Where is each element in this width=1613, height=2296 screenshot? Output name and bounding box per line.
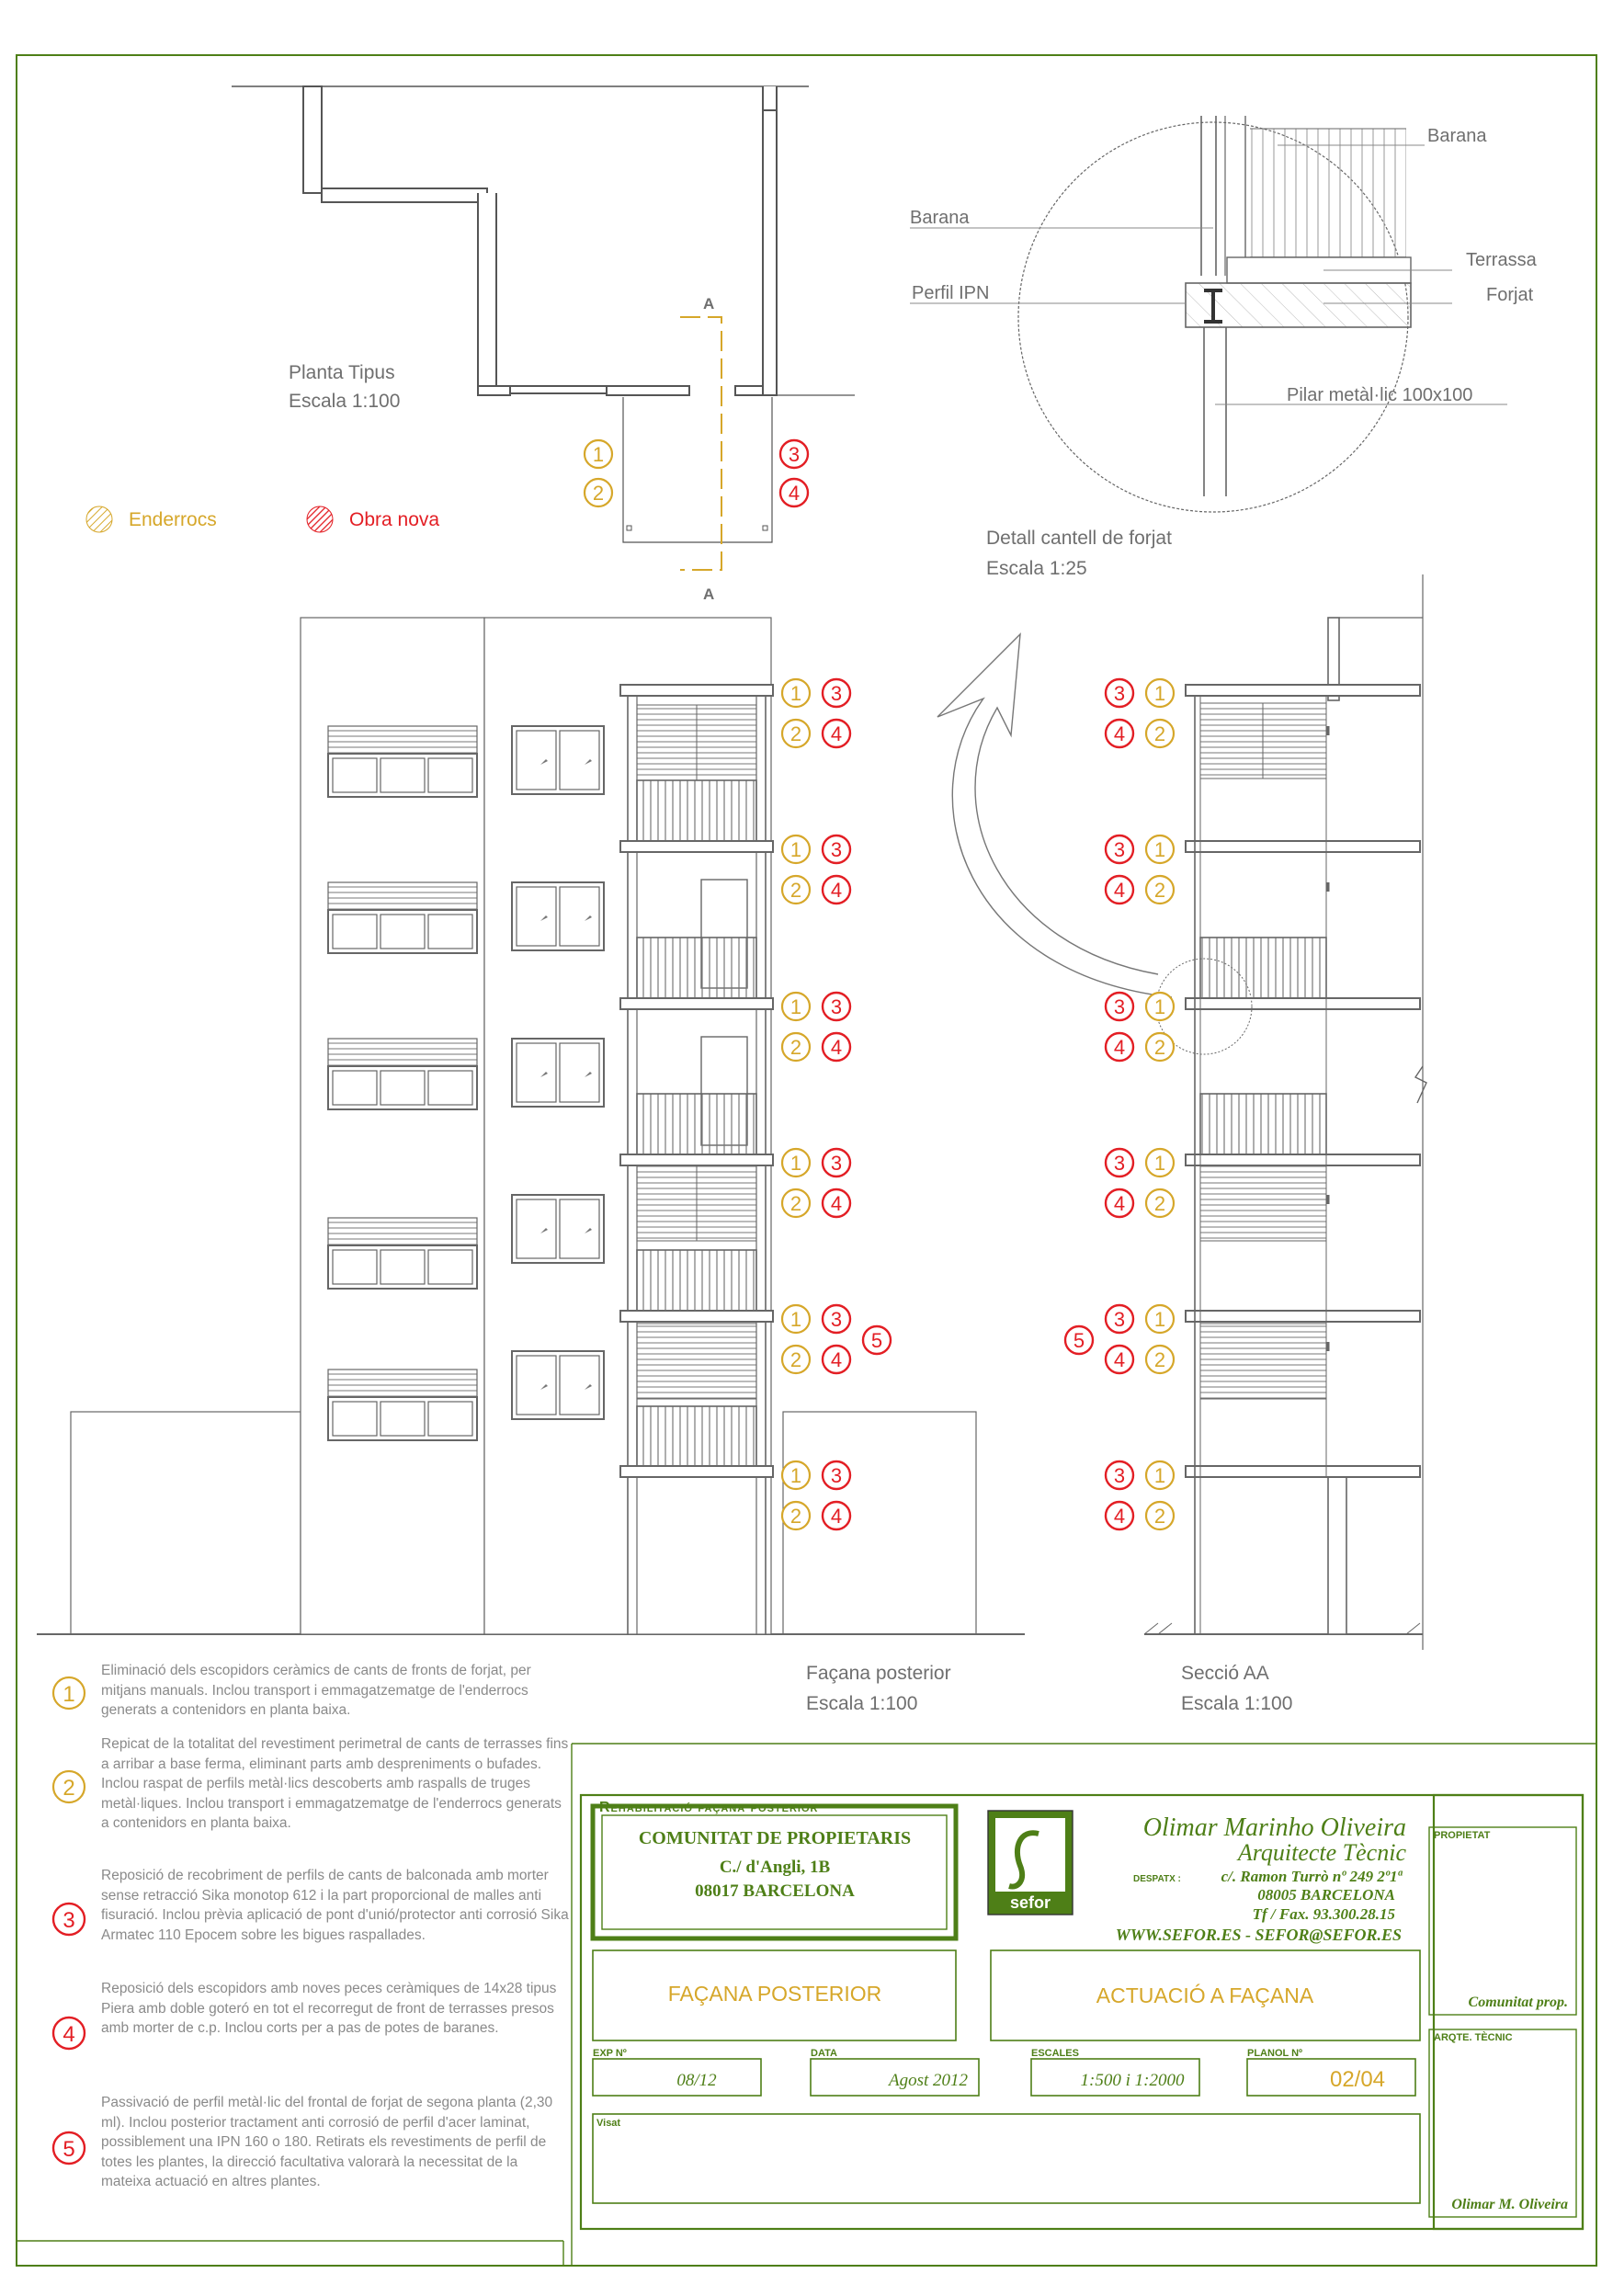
svg-text:3: 3 bbox=[1113, 1464, 1126, 1487]
client-address-1: C./ d'Angli, 1B bbox=[719, 1858, 831, 1877]
svg-text:1: 1 bbox=[789, 1308, 802, 1331]
svg-text:4: 4 bbox=[830, 1036, 843, 1059]
svg-text:3: 3 bbox=[1113, 682, 1126, 705]
svg-text:2: 2 bbox=[789, 722, 802, 745]
facade-title: Façana posterior bbox=[806, 1663, 951, 1684]
svg-text:2: 2 bbox=[1153, 1348, 1166, 1371]
section-scale: Escala 1:100 bbox=[1181, 1693, 1293, 1714]
owner-label: PROPIETAT bbox=[1434, 1830, 1491, 1841]
svg-text:4: 4 bbox=[1113, 1192, 1126, 1215]
svg-text:1: 1 bbox=[789, 682, 802, 705]
svg-text:3: 3 bbox=[788, 443, 801, 466]
svg-text:4: 4 bbox=[1113, 879, 1126, 902]
facade-elevation bbox=[37, 618, 1025, 1634]
section-aa bbox=[1144, 574, 1426, 1650]
note-3: Reposició de recobriment de perfils de cants de balconada amb morter sense retracció Sika monotop 612 i la part proporcional de malles anti fisuració. Inclou prèvia aplicació de pont d'unió/protector anti corrosió Sika Armatec 110 Epocem sobre les bigues raspallades. bbox=[101, 1868, 569, 1943]
svg-text:3: 3 bbox=[62, 1908, 75, 1933]
svg-text:4: 4 bbox=[1113, 1348, 1126, 1371]
svg-text:3: 3 bbox=[830, 995, 843, 1018]
svg-text:2: 2 bbox=[789, 1348, 802, 1371]
scales-label: ESCALES bbox=[1031, 2048, 1079, 2059]
svg-text:4: 4 bbox=[62, 2022, 75, 2047]
detail-label-terrassa: Terrassa bbox=[1466, 250, 1537, 270]
plan-number: 02/04 bbox=[1329, 2067, 1386, 2092]
scales-value: 1:500 i 1:2000 bbox=[1080, 2071, 1185, 2090]
section-title: Secció AA bbox=[1181, 1663, 1269, 1684]
facade-markers bbox=[782, 679, 891, 1529]
exp-label: EXP Nº bbox=[593, 2048, 627, 2059]
date-label: DATA bbox=[811, 2048, 837, 2059]
legend-new-work bbox=[307, 506, 439, 532]
svg-text:3: 3 bbox=[1113, 1152, 1126, 1175]
svg-text:4: 4 bbox=[830, 1348, 843, 1371]
sheet-title: FAÇANA POSTERIOR bbox=[667, 1982, 882, 2006]
facade-marker-labels bbox=[790, 682, 882, 1528]
svg-text:2: 2 bbox=[789, 1505, 802, 1528]
client-address-2: 08017 BARCELONA bbox=[695, 1881, 855, 1901]
office-address: c/. Ramon Turrò nº 249 2º1ª bbox=[1221, 1868, 1402, 1885]
detail-label-perfil: Perfil IPN bbox=[912, 283, 990, 303]
svg-text:2: 2 bbox=[1153, 1192, 1166, 1215]
svg-text:4: 4 bbox=[830, 879, 843, 902]
svg-text:2: 2 bbox=[789, 879, 802, 902]
note-2: Repicat de la totalitat del revestiment perimetral de cants de terrasses fins a arribar a base ferma, eliminant parts amb despreniments o bufades. Inclou raspat de perfils metàl·lics descoberts amb raspalls de truges metàl·liques. Inclou transport i emmagatzematge de l'enderrocs generats a contenidors en planta baixa. bbox=[101, 1736, 569, 1831]
svg-text:1: 1 bbox=[789, 1464, 802, 1487]
note-1: Eliminació dels escopidors ceràmics de cants de fronts de forjat, per mitjans manuals. Inclou transport i emmagatzematge de l'enderrocs generats a contenidors en planta baixa. bbox=[101, 1663, 531, 1718]
svg-text:4: 4 bbox=[830, 1192, 843, 1215]
svg-text:5: 5 bbox=[1073, 1329, 1085, 1352]
office-phone: Tf / Fax. 93.300.28.15 bbox=[1252, 1905, 1395, 1923]
svg-text:1: 1 bbox=[1153, 838, 1166, 861]
plan-marker-4 bbox=[780, 479, 808, 506]
despatx-label: DESPATX : bbox=[1133, 1874, 1181, 1884]
plan-title: Planta Tipus bbox=[289, 362, 395, 383]
svg-text:1: 1 bbox=[1153, 682, 1166, 705]
svg-text:2: 2 bbox=[1153, 1505, 1166, 1528]
project-tag: Rehabilitació façana posterior bbox=[599, 1800, 819, 1815]
svg-text:Obra nova: Obra nova bbox=[349, 509, 440, 530]
svg-text:3: 3 bbox=[830, 1308, 843, 1331]
plan-marker-1 bbox=[585, 440, 612, 468]
svg-text:1: 1 bbox=[62, 1682, 75, 1707]
svg-text:3: 3 bbox=[1113, 995, 1126, 1018]
svg-text:1: 1 bbox=[1153, 995, 1166, 1018]
section-marker-labels bbox=[1073, 682, 1165, 1528]
note-5: Passivació de perfil metàl·lic del frontal de forjat de segona planta (2,30 ml). Inclou posterior tractament anti corrosió de perfil d'acer laminat, possiblement una IPN 160 o 180. Retirats els revestiments de perfil de totes les plantes, la direcció facultativa valorarà la necessitat de la mateixa actuació en altres plantes. bbox=[101, 2095, 553, 2189]
svg-text:2: 2 bbox=[1153, 1036, 1166, 1059]
svg-text:1: 1 bbox=[1153, 1308, 1166, 1331]
facade-scale: Escala 1:100 bbox=[806, 1693, 918, 1714]
client-name: COMUNITAT DE PROPIETARIS bbox=[638, 1828, 912, 1848]
detail-label-barana-left: Barana bbox=[910, 208, 970, 228]
svg-text:2: 2 bbox=[789, 1192, 802, 1215]
detail-section bbox=[910, 116, 1507, 512]
svg-text:1: 1 bbox=[592, 443, 605, 466]
note-4: Reposició dels escopidors amb noves peces ceràmiques de 14x28 tipus Piera amb doble goteró en tot el recorregut de front de terrasses presos amb morter de c.p. Inclou corts per a pas de potes de baranes. bbox=[101, 1981, 557, 2036]
svg-text:4: 4 bbox=[788, 482, 801, 505]
architect-title: Arquitecte Tècnic bbox=[1237, 1839, 1406, 1866]
svg-text:3: 3 bbox=[1113, 838, 1126, 861]
svg-text:1: 1 bbox=[789, 995, 802, 1018]
visat-label: Visat bbox=[596, 2118, 621, 2129]
svg-text:3: 3 bbox=[1113, 1308, 1126, 1331]
architect-name: Olimar Marinho Oliveira bbox=[1142, 1813, 1406, 1842]
plan-marker-2 bbox=[585, 479, 612, 506]
detail-scale: Escala 1:25 bbox=[986, 558, 1087, 579]
plan-scale: Escala 1:100 bbox=[289, 391, 401, 412]
svg-text:5: 5 bbox=[870, 1329, 883, 1352]
svg-text:2: 2 bbox=[789, 1036, 802, 1059]
exp-value: 08/12 bbox=[676, 2071, 717, 2090]
svg-text:1: 1 bbox=[789, 1152, 802, 1175]
svg-text:1: 1 bbox=[789, 838, 802, 861]
svg-text:4: 4 bbox=[1113, 1036, 1126, 1059]
arch-value: Olimar M. Oliveira bbox=[1451, 2197, 1568, 2212]
svg-text:2: 2 bbox=[1153, 879, 1166, 902]
arch-label: ARQTE. TÈCNIC bbox=[1434, 2032, 1513, 2043]
svg-text:4: 4 bbox=[1113, 1505, 1126, 1528]
svg-text:4: 4 bbox=[830, 722, 843, 745]
legend-demolition bbox=[86, 506, 217, 532]
section-mark-top: A bbox=[703, 295, 715, 313]
svg-text:4: 4 bbox=[1113, 722, 1126, 745]
reference-arrow bbox=[937, 634, 1172, 997]
svg-text:1: 1 bbox=[1153, 1152, 1166, 1175]
svg-text:sefor: sefor bbox=[1009, 1893, 1051, 1912]
svg-text:4: 4 bbox=[830, 1505, 843, 1528]
plan-label: PLANOL Nº bbox=[1247, 2048, 1303, 2059]
detail-label-pilar: Pilar metàl·lic 100x100 bbox=[1287, 385, 1473, 405]
svg-text:Enderrocs: Enderrocs bbox=[129, 509, 217, 530]
section-mark-bottom: A bbox=[703, 585, 715, 603]
svg-text:1: 1 bbox=[1153, 1464, 1166, 1487]
sheet-subject: ACTUACIÓ A FAÇANA bbox=[1096, 1983, 1314, 2007]
svg-text:2: 2 bbox=[1153, 722, 1166, 745]
svg-text:3: 3 bbox=[830, 682, 843, 705]
svg-text:3: 3 bbox=[830, 838, 843, 861]
svg-text:5: 5 bbox=[62, 2137, 75, 2162]
section-markers bbox=[1065, 679, 1174, 1529]
owner-value: Comunitat prop. bbox=[1468, 1995, 1568, 2010]
detail-label-barana-top: Barana bbox=[1427, 126, 1487, 146]
svg-text:3: 3 bbox=[830, 1464, 843, 1487]
svg-text:2: 2 bbox=[592, 482, 605, 505]
detail-title: Detall cantell de forjat bbox=[986, 528, 1172, 549]
svg-text:3: 3 bbox=[830, 1152, 843, 1175]
svg-text:2: 2 bbox=[62, 1776, 75, 1801]
detail-label-forjat: Forjat bbox=[1486, 285, 1534, 305]
date-value: Agost 2012 bbox=[888, 2071, 969, 2090]
floor-plan bbox=[232, 86, 855, 570]
office-web: WWW.SEFOR.ES - SEFOR@SEFOR.ES bbox=[1115, 1926, 1402, 1944]
note-badges bbox=[53, 1677, 85, 2164]
plan-marker-3 bbox=[780, 440, 808, 468]
office-city: 08005 BARCELONA bbox=[1257, 1886, 1395, 1904]
